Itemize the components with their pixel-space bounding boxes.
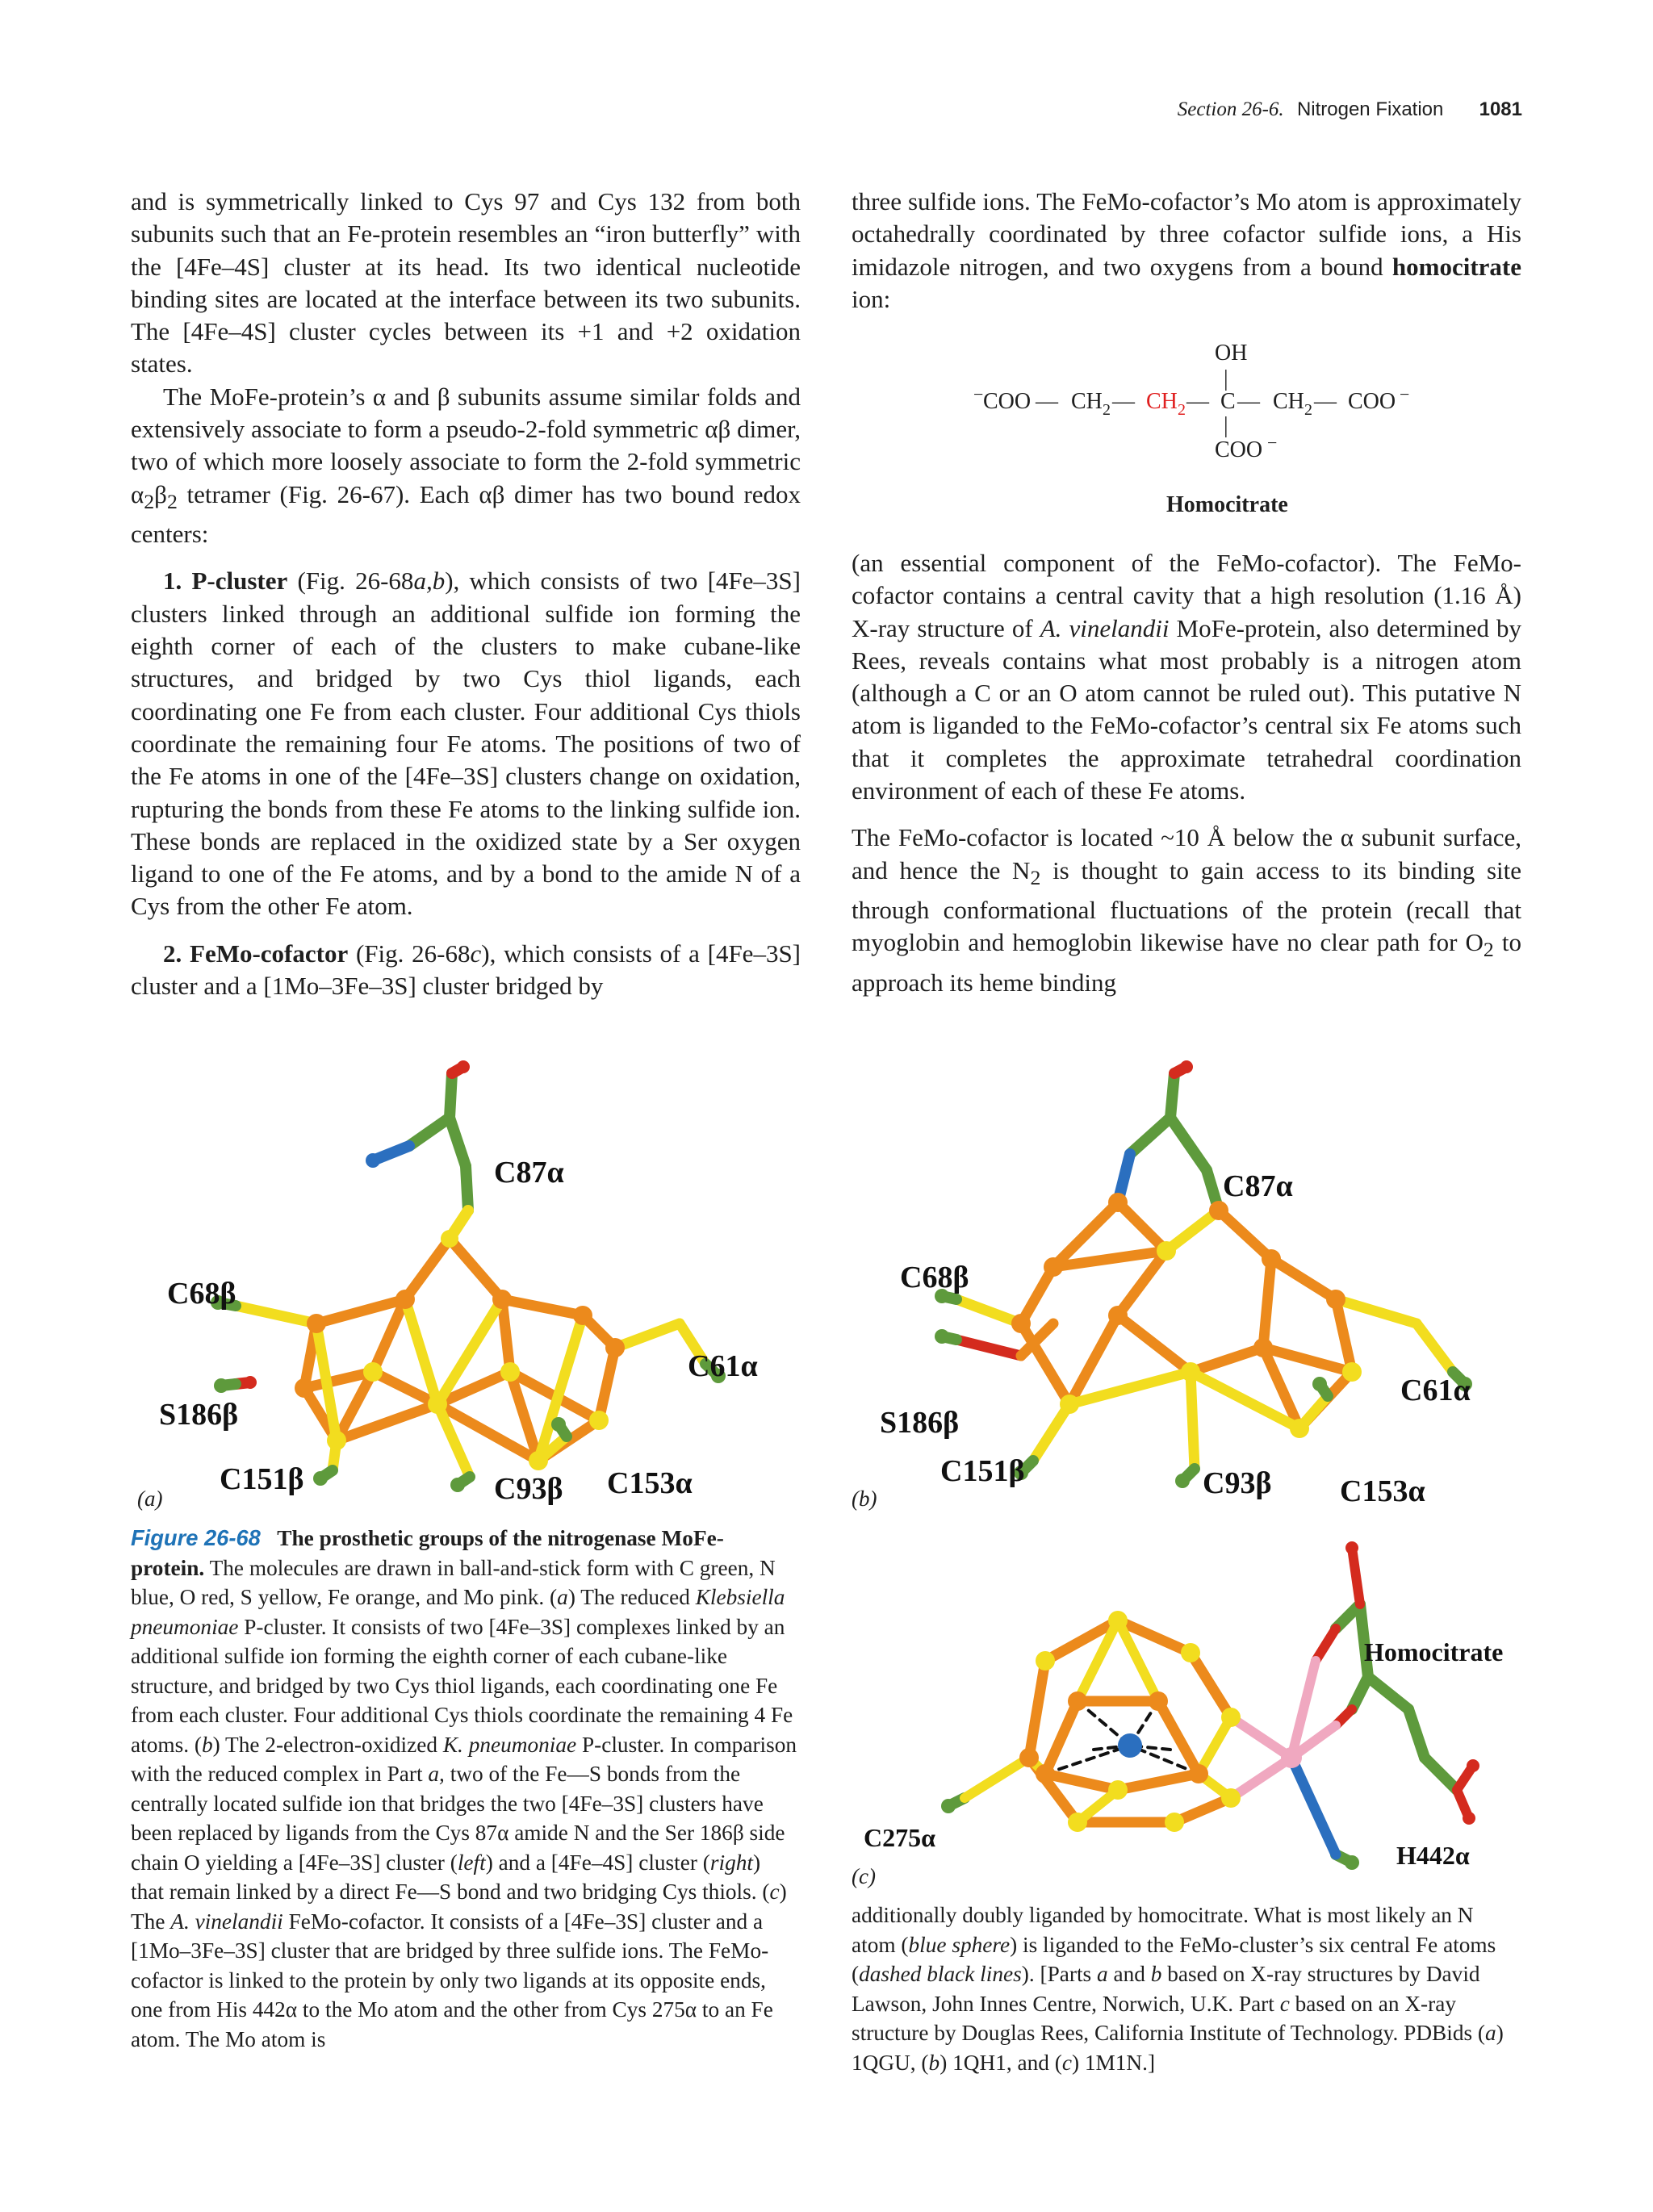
homocitrate-name: Homocitrate (1166, 492, 1288, 517)
term-p-cluster: P-cluster (191, 567, 288, 596)
bond: — (1112, 389, 1135, 414)
bond-vertical: | (1224, 413, 1228, 438)
homocitrate-formula (904, 337, 1517, 523)
section-label: Section 26-6. (1177, 98, 1284, 120)
charge-minus: − (1267, 433, 1278, 453)
bond-vertical: | (1224, 366, 1228, 391)
residue-label: C68β (900, 1261, 969, 1294)
paragraph: and is symmetrically linked to Cys 97 and Cys 132 from both subunits such that an Fe-protein resembles an “iron butterfly” with the [4Fe–4S] cluster at its head. Its two identical nucleotide binding sites are located at the interface between its two subunits. The [4Fe–4S] cluster cycles between its +1 and +2 oxidation states. (131, 187, 801, 378)
residue-label: C87α (494, 1156, 564, 1190)
figure-caption-continued: additionally doubly liganded by homocitrate. What is most likely an N atom (blue sphere) is liganded to the FeMo-cluster’s six central Fe atoms (dashed black lines). [Parts a and b based on X-ray structures by David Lawson, John Innes Centre, Norwich, U.K. Part c based on an X-ray structure by Douglas Rees, California Institute of Technology. PDBids (a) 1QGU, (b) 1QH1, and (c) 1M1N.] (852, 1903, 1504, 2075)
bond: — (1036, 389, 1058, 414)
list-item-p-cluster: 1. P-cluster (Fig. 26-68a,b), which consists of two [4Fe–3S] clusters linked through an additional sulfide ion forming the eighth corner of each of the clusters to make cubane-like structures, and bridged by two Cys thiol ligands, each coordinating one Fe from each cluster. Four additional Cys thiols coordinate the remaining four Fe atoms. The positions of two of the Fe atoms in one of the [4Fe–3S] clusters change on oxidation, rupturing the bonds from these Fe atoms to the linking sulfide ion. These bonds are replaced in the oxidized state by a Ser oxygen ligand to one of the Fe atoms, and by a bond to the amide N of a Cys from the other Fe atom. (131, 567, 801, 921)
paragraph: The FeMo-cofactor is located ~10 Å below the α subunit surface, and hence the $N_2$ is thought to gain access to its binding site through conformational fluctuations of the protein (recall that myoglobin and hemoglobin likewise have no clear path for $O_2$ to approach its heme binding (852, 823, 1521, 997)
right-text-column-bottom (852, 547, 1521, 999)
charge-minus: − (1400, 384, 1410, 404)
caption-title: The prosthetic groups of the nitrogenase MoFe-protein. (131, 1526, 724, 1580)
residue-label: C87α (1223, 1169, 1293, 1203)
central-carbon: C (1220, 389, 1236, 414)
figure-caption: Figure 26-68 The prosthetic groups of the nitrogenase MoFe-protein. The molecules are drawn in ball-and-stick form with C green, N blue, O red, S yellow, Fe orange, and Mo pink. (a) The reduced Klebsiella pneumoniae P-cluster. It consists of two [4Fe–3S] complexes linked by an additional sulfide ion forming the eighth corner of each cubane-like structure, and bridged by two Cys thiol ligands, each coordinating one Fe from each cluster. Four additional Cys thiols coordinate the remaining 4 Fe atoms. (b) The 2-electron-oxidized K. pneumoniae P-cluster. In comparison with the reduced complex in Part a, two of the Fe—S bonds from the centrally located sulfide ion that bridges the two [4Fe–3S] clusters have been replaced by ligands from the Cys 87α amide N and the Ser 186β side chain O yielding a [4Fe–3S] cluster (left) and a [4Fe–4S] cluster (right) that remain linked by a direct Fe—S bond and two bridging Cys thiols. (c) The A. vinelandii FeMo-cofactor. It consists of a [4Fe–3S] cluster and a [1Mo–3Fe–3S] cluster that are bridged by three sulfide ions. The FeMo-cofactor is linked to the protein by only two ligands at its opposite ends, one from His 442α to the Mo atom and the other from Cys 275α to an Fe atom. The Mo atom is (131, 1525, 797, 2051)
bond: — (1314, 389, 1337, 414)
left-text-column (131, 186, 801, 1002)
residue-label: C93β (1203, 1466, 1272, 1500)
panel-label-b: (b) (852, 1487, 877, 1511)
subscript-2: 2 (1103, 401, 1111, 419)
homocitrate-structure (904, 337, 1517, 523)
term-homocitrate: homocitrate (1391, 252, 1521, 281)
subscript-2: 2 (1304, 401, 1312, 419)
residue-label: S186β (159, 1398, 239, 1432)
residue-label: S186β (880, 1406, 960, 1440)
methylene-red: CH (1146, 389, 1178, 414)
subscript-2-red: 2 (1178, 401, 1186, 419)
residue-label: C151β (940, 1454, 1025, 1488)
residue-label: Homocitrate (1364, 1637, 1504, 1666)
paragraph: three sulfide ions. The FeMo-cofactor’s Mo atom is approximately octahedrally coordinated by three cofactor sulfide ions, a His imidazole nitrogen, and two oxygens from a bound homocitrate ion: (852, 187, 1521, 313)
residue-label: C153α (1340, 1474, 1425, 1508)
figure-panel-c (852, 1516, 1523, 1895)
figure-panel-a (131, 1057, 797, 1513)
paragraph: (an essential component of the FeMo-cofactor). The FeMo-cofactor contains a central cavity that a high resolution (1.16 Å) X-ray structure of A. vinelandii MoFe-protein, also determined by Rees, reveals contains what most probably is a nitrogen atom (although a C or an O atom cannot be ruled out). This putative N atom is liganded to the FeMo-cofactor’s central six Fe atoms such that it completes the approximate tetrahedral coordination environment of each of these Fe atoms. (852, 549, 1522, 805)
figure-panel-b (852, 1057, 1523, 1513)
femo-cofactor-model (852, 1516, 1523, 1895)
residue-label: C275α (864, 1823, 935, 1852)
right-text-column-top (852, 186, 1521, 316)
methylene-1: CH (1071, 389, 1103, 414)
panel-label-a: (a) (137, 1487, 163, 1511)
residue-label: C68β (167, 1277, 236, 1311)
residue-label: H442α (1396, 1841, 1470, 1870)
running-header (1178, 98, 1522, 121)
carboxylate-left: COO (983, 389, 1032, 414)
residue-label: C61α (1400, 1374, 1471, 1407)
residue-label: C151β (220, 1462, 304, 1496)
p-cluster-oxidized-model (852, 1057, 1523, 1513)
charge-minus: − (973, 384, 984, 404)
residue-label: C153α (607, 1466, 693, 1500)
carboxylate-right: COO (1348, 389, 1396, 414)
page-number: 1081 (1479, 98, 1522, 120)
carboxylate-bottom: COO (1215, 437, 1263, 462)
panel-label-c: (c) (852, 1864, 876, 1888)
bond: — (1237, 389, 1260, 414)
residue-label: C61α (688, 1349, 758, 1383)
section-topic: Nitrogen Fixation (1296, 98, 1444, 120)
term-femo-cofactor: FeMo-cofactor (190, 939, 349, 968)
residue-label: C93β (494, 1472, 563, 1506)
figure-number: Figure 26-68 (131, 1525, 261, 1550)
p-cluster-reduced-model (131, 1057, 797, 1513)
list-item-femo-cofactor: 2. FeMo-cofactor (Fig. 26-68c), which consists of a [4Fe–3S] cluster and a [1Mo–3Fe–3S] cluster bridged by (131, 939, 801, 1001)
methylene-2: CH (1273, 389, 1304, 414)
paragraph: The MoFe-protein’s α and β subunits assume similar folds and extensively associate to form a pseudo-2-fold symmetric αβ dimer, two of which more loosely associate to form the 2-fold symmetric $\alpha_2\beta_2$ tetramer (Fig. 26-67). Each αβ dimer has two bound redox centers: (131, 382, 801, 549)
bond: — (1186, 389, 1209, 414)
hydroxyl-label: OH (1215, 341, 1248, 366)
